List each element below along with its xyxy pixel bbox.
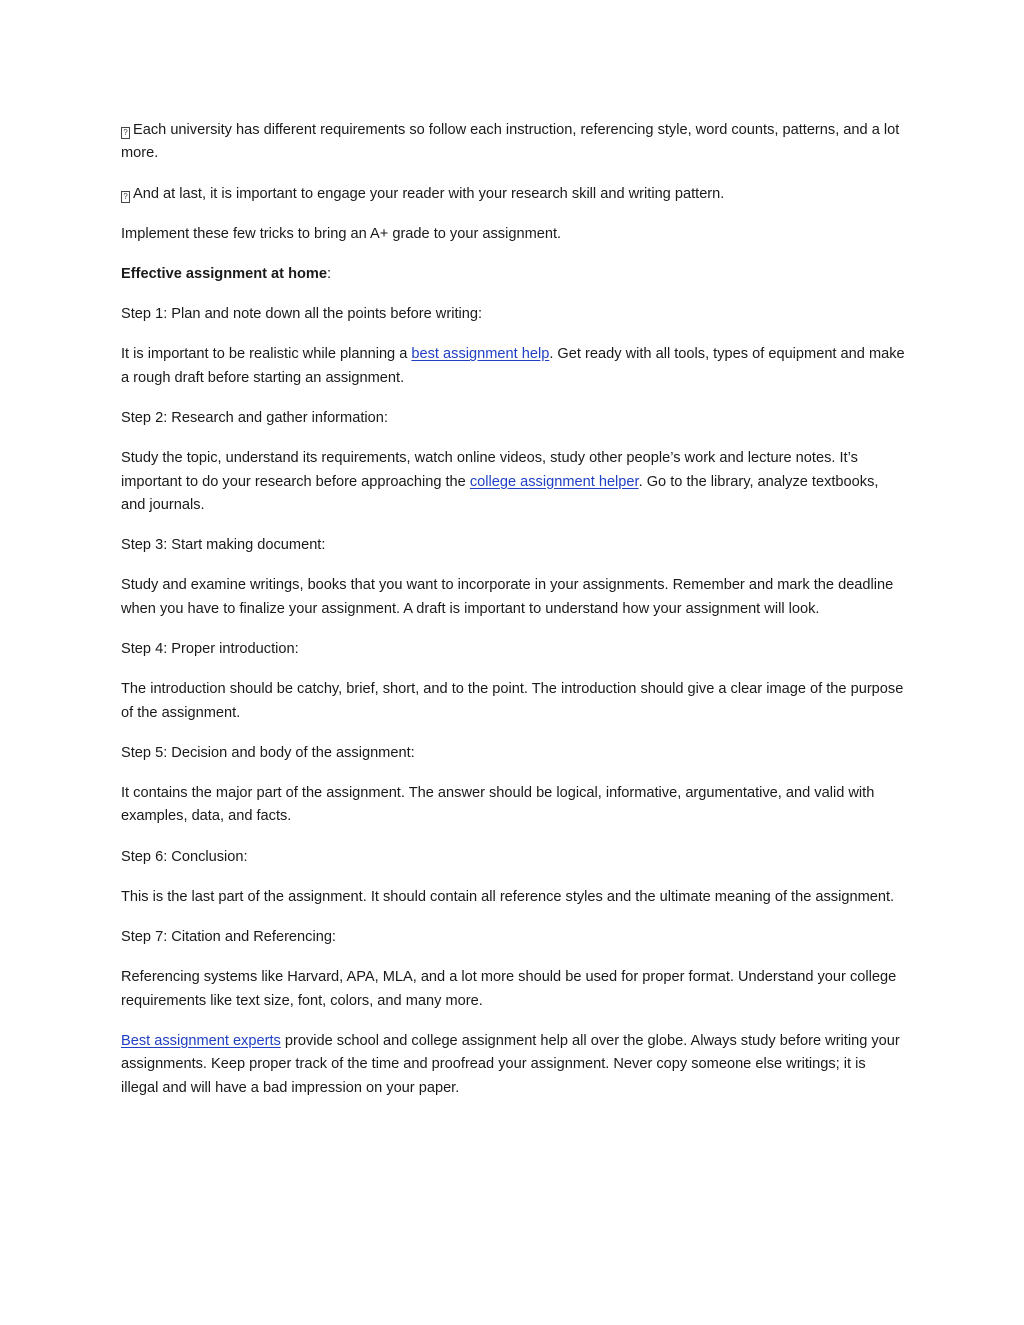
- closing-text: provide school and college assignment help all over the globe. Always study before writing your assignments. Keep proper track of the time and proofread your assignment. Never copy someone else writings; it is illegal and will have a bad impression on your paper.: [121, 1032, 900, 1096]
- step-heading: Step 7: Citation and Referencing:: [121, 929, 336, 946]
- step-heading: Step 6: Conclusion:: [121, 848, 248, 865]
- bullet-text: And at last, it is important to engage your reader with your research skill and writing pattern.: [133, 185, 725, 202]
- step-paragraph: Referencing systems like Harvard, APA, MLA, and a lot more should be used for proper format. Understand your college requirements like text size, font, colors, and many more.: [121, 969, 897, 1009]
- bullet-text: Each university has different requirements so follow each instruction, referencing style, word counts, patterns, and a lot more.: [121, 122, 900, 162]
- missing-glyph-icon: ?: [121, 127, 130, 139]
- step-paragraph: [121, 343, 905, 390]
- best-assignment-help-link[interactable]: best assignment help: [411, 346, 550, 363]
- step-paragraph: It contains the major part of the assignment. The answer should be logical, informative, argumentative, and valid with examples, data, and facts.: [121, 785, 875, 825]
- step-heading: Step 4: Proper introduction:: [121, 641, 299, 658]
- missing-glyph-icon: ?: [121, 191, 130, 203]
- step-heading: Step 3: Start making document:: [121, 537, 326, 554]
- step-paragraph: Study and examine writings, books that you want to incorporate in your assignments. Remember and mark the deadline when you have to finalize your assignment. A draft is important to understand how your assignment will look.: [121, 577, 894, 617]
- step-text: Study the topic, understand its requirements, watch online videos, study other people’s work and lecture notes. It’s important to do your research before approaching the: [121, 450, 858, 490]
- college-assignment-helper-link[interactable]: college assignment helper: [469, 473, 639, 490]
- step-heading: Step 2: Research and gather information:: [121, 410, 388, 427]
- document-page: [121, 119, 905, 1117]
- step-text: It is important to be realistic while planning a: [121, 346, 412, 363]
- section-heading: [121, 263, 905, 286]
- closing-paragraph: [121, 1030, 905, 1100]
- section-heading-suffix: :: [327, 266, 332, 283]
- intro-paragraph: Implement these few tricks to bring an A+ grade to your assignment.: [121, 225, 562, 242]
- step-paragraph: [121, 447, 905, 517]
- section-heading-text: Effective assignment at home: [121, 266, 327, 283]
- step-text: . Go to the library, analyze textbooks, and journals.: [121, 473, 879, 514]
- step-heading: Step 1: Plan and note down all the points before writing:: [121, 306, 483, 323]
- bullet-item: [121, 119, 905, 166]
- bullet-item: [121, 183, 905, 206]
- step-paragraph: This is the last part of the assignment. It should contain all reference styles and the ultimate meaning of the assignment.: [121, 888, 895, 905]
- step-heading: Step 5: Decision and body of the assignment:: [121, 744, 415, 761]
- step-paragraph: The introduction should be catchy, brief, short, and to the point. The introduction should give a clear image of the purpose of the assignment.: [121, 681, 904, 721]
- best-assignment-experts-link[interactable]: Best assignment experts: [121, 1032, 281, 1049]
- step-text: . Get ready with all tools, types of equipment and make a rough draft before starting an assignment.: [121, 346, 905, 386]
